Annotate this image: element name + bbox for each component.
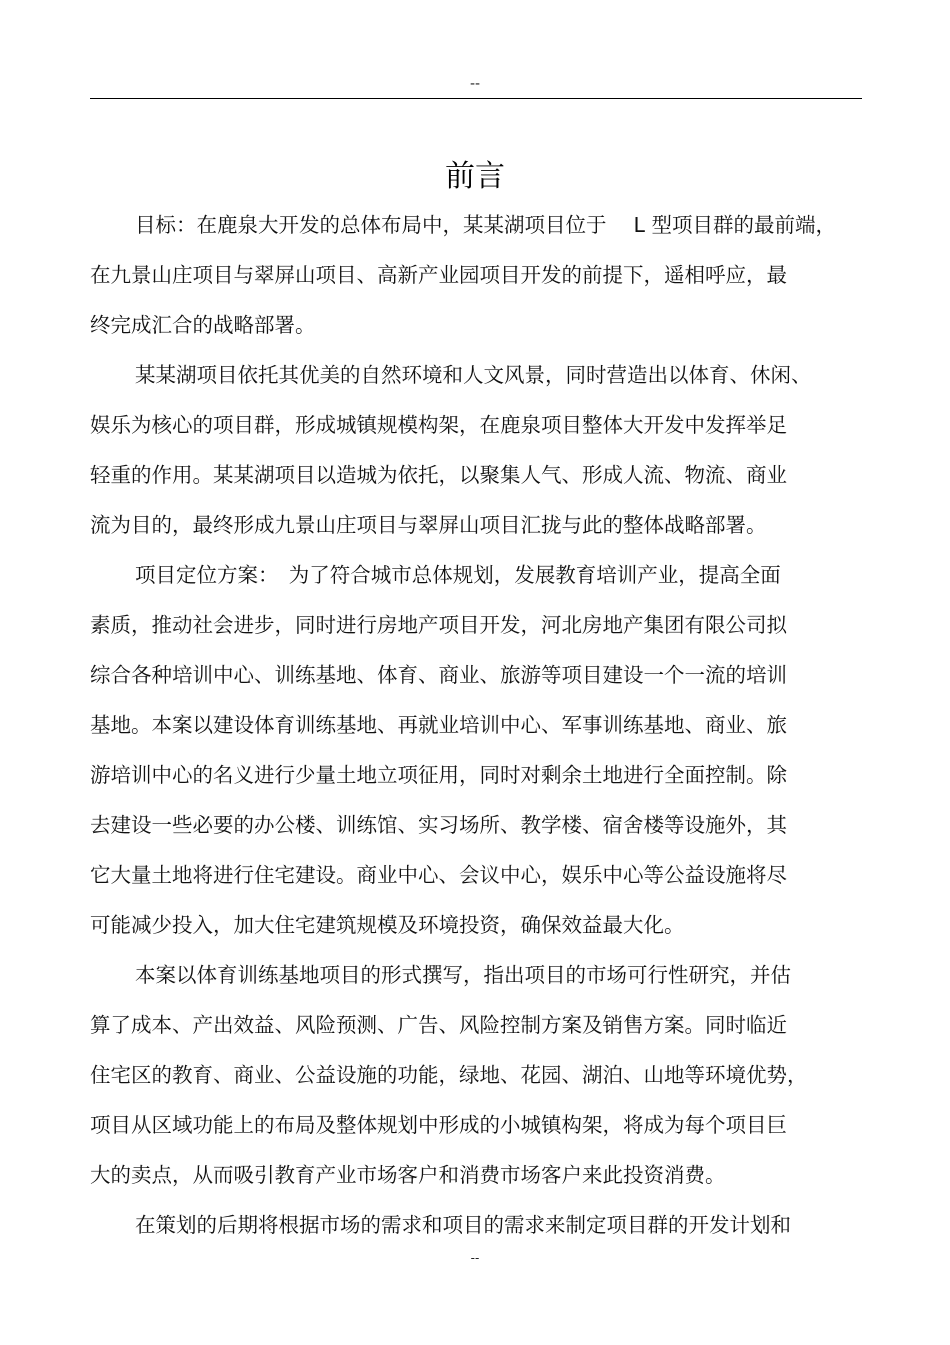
body-line: 项目定位方案： 为了符合城市总体规划，发展教育培训产业，提高全面	[135, 563, 781, 587]
header-mark: --	[469, 76, 481, 92]
page-title: 前言	[445, 159, 505, 194]
body-line: 基地。本案以建设体育训练基地、再就业培训中心、军事训练基地、商业、旅	[90, 713, 787, 737]
body-line: 某某湖项目依托其优美的自然环境和人文风景，同时营造出以体育、休闲、	[135, 363, 812, 387]
body-line: 算了成本、产出效益、风险预测、广告、风险控制方案及销售方案。同时临近	[90, 1013, 787, 1037]
body-line: 轻重的作用。某某湖项目以造城为依托，以聚集人气、形成人流、物流、商业	[90, 463, 787, 487]
body-line: 游培训中心的名义进行少量土地立项征用，同时对剩余土地进行全面控制。除	[90, 763, 787, 787]
body-line: 素质，推动社会进步，同时进行房地产项目开发，河北房地产集团有限公司拟	[90, 613, 787, 637]
body-line: 项目从区域功能上的布局及整体规划中形成的小城镇构架，将成为每个项目巨	[90, 1113, 787, 1137]
footer-mark: --	[470, 1251, 480, 1265]
body-line: 在策划的后期将根据市场的需求和项目的需求来制定项目群的开发计划和	[135, 1213, 791, 1237]
body-line: 本案以体育训练基地项目的形式撰写，指出项目的市场可行性研究，并估	[135, 963, 791, 987]
body-line: 可能减少投入，加大住宅建筑规模及环境投资，确保效益最大化。	[90, 913, 685, 937]
body-line: 终完成汇合的战略部署。	[90, 313, 316, 337]
body-line: 流为目的，最终形成九景山庄项目与翠屏山项目汇拢与此的整体战略部署。	[90, 513, 767, 537]
header-rule	[90, 98, 862, 99]
body-line: 娱乐为核心的项目群，形成城镇规模构架，在鹿泉项目整体大开发中发挥举足	[90, 413, 787, 437]
body-line: 去建设一些必要的办公楼、训练馆、实习场所、教学楼、宿舍楼等设施外，其	[90, 813, 787, 837]
body-line: 综合各种培训中心、训练基地、体育、商业、旅游等项目建设一个一流的培训	[90, 663, 787, 687]
body-line: 它大量土地将进行住宅建设。商业中心、会议中心，娱乐中心等公益设施将尽	[90, 863, 787, 887]
body-line: 住宅区的教育、商业、公益设施的功能，绿地、花园、湖泊、山地等环境优势，	[90, 1063, 808, 1087]
body-line: 在九景山庄项目与翠屏山项目、高新产业园项目开发的前提下，遥相呼应，最	[90, 263, 787, 287]
body-line: 大的卖点，从而吸引教育产业市场客户和消费市场客户来此投资消费。	[90, 1163, 726, 1187]
body-line: 目标：在鹿泉大开发的总体布局中，某某湖项目位于 L 型项目群的最前端，	[135, 213, 836, 237]
